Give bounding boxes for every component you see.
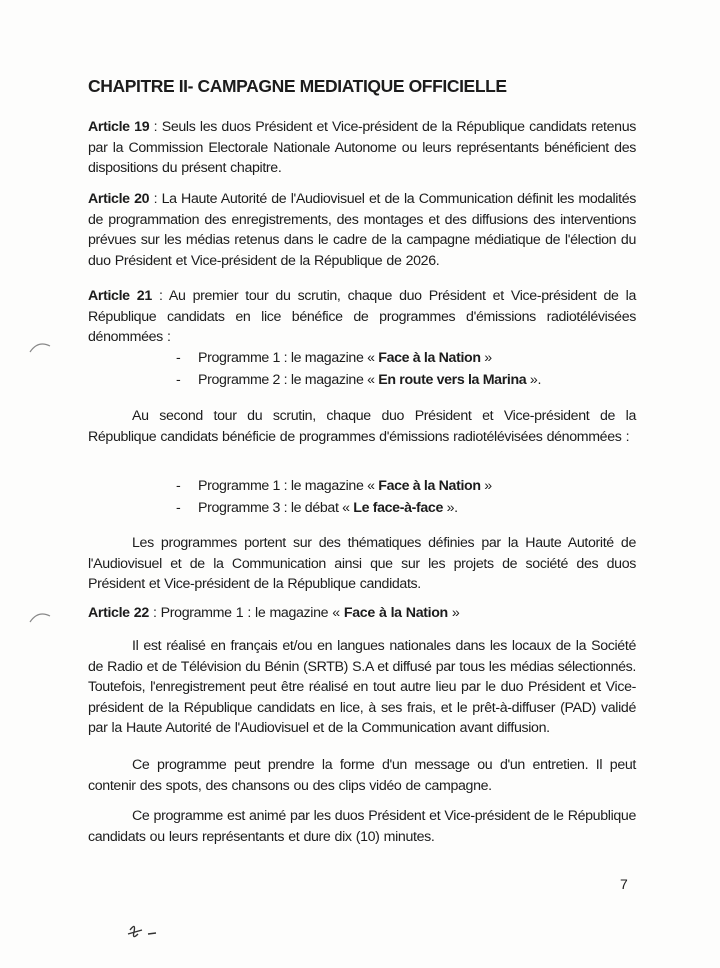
article-text: : La Haute Autorité de l'Audiovisuel et de la Communication définit les modalités de programmation des enregistrements, des montages et des diffusions des interventions prévues sur les médias retenus dans le cadre de la campagne médiatique de l'élection du duo Président et Vice-président de la République de 2026.: [88, 191, 636, 269]
article-22-heading: [88, 603, 636, 624]
bullet-text: ».: [526, 372, 542, 388]
punch-hole-mark: [28, 340, 52, 354]
second-tour-paragraph: Au second tour du scrutin, chaque duo Président et Vice-président de la République candidats bénéficie de programmes d'émissions radiotélévisées dénommées :: [88, 408, 636, 445]
article-label: Article 21: [88, 288, 152, 304]
article-label: Article 19: [88, 119, 150, 135]
article-22-paragraph-3: Ce programme est animé par les duos Président et Vice-président de le République candidats ou leurs représentants et dure dix (10) minutes.: [88, 808, 636, 845]
programme-name: En route vers la Marina: [378, 372, 527, 388]
article-22-paragraph-1: Il est réalisé en français et/ou en langues nationales dans les locaux de la Société de Radio et de Télévision du Bénin (SRTB) S.A et diffusé par tous les médias sélectionnés. Toutefois, l'enregistrement peut être réalisé en tout autre lieu par le duo Président et Vice-président de la République candidats en lice, à ses frais, et le prêt-à-diffuser (PAD) validé par la Haute Autorité de l'Audiovisuel et de la Communication avant diffusion.: [88, 638, 636, 736]
bullet-text: »: [480, 350, 492, 366]
article-text: : Au premier tour du scrutin, chaque duo Président et Vice-président de la République candidats en lice bénéfice de programmes d'émissions radiotélévisées dénommées :: [88, 288, 636, 345]
article-label: Article 20: [88, 191, 150, 207]
programme-name: Face à la Nation: [343, 605, 448, 621]
article-19: [88, 117, 636, 179]
article-text: : Seuls les duos Président et Vice-président de la République candidats retenus par la Commission Electorale Nationale Autonome ou leurs représentants bénéficient des dispositions du présent chapitre.: [88, 119, 636, 176]
bullet-text: Programme 1 : le magazine «: [198, 478, 379, 494]
article-text: : Programme 1 : le magazine «: [148, 605, 344, 621]
list-item: - Programme 3 : le débat « Le face-à-face ».: [176, 500, 458, 516]
bullet-text: ».: [443, 500, 458, 516]
bullet-text: Programme 1 : le magazine «: [198, 350, 379, 366]
programme-name: Face à la Nation: [378, 350, 481, 366]
punch-hole-mark: [28, 610, 52, 624]
page-number: 7: [620, 876, 628, 892]
list-item: - Programme 1 : le magazine « Face à la Nation »: [176, 350, 492, 366]
list-item: - Programme 2 : le magazine « En route vers la Marina ».: [176, 372, 542, 388]
programme-name: Face à la Nation: [378, 478, 481, 494]
themes-paragraph: Les programmes portent sur des thématiques définies par la Haute Autorité de l'Audiovisuel et de la Communication ainsi que sur les projets de société des duos Président et Vice-président de la République candidats.: [88, 535, 636, 592]
article-text: »: [447, 605, 460, 621]
programme-name: Le face-à-face: [353, 500, 444, 516]
bullet-text: Programme 3 : le débat «: [198, 500, 354, 516]
bullet-text: Programme 2 : le magazine «: [198, 372, 379, 388]
article-21: [88, 286, 636, 348]
list-item: - Programme 1 : le magazine « Face à la Nation »: [176, 478, 492, 494]
chapter-title: CHAPITRE II- CAMPAGNE MEDIATIQUE OFFICIELLE: [88, 76, 507, 96]
article-label: Article 22: [88, 605, 149, 621]
initials-signature: [124, 920, 164, 944]
article-22-paragraph-2: Ce programme peut prendre la forme d'un message ou d'un entretien. Il peut contenir des spots, des chansons ou des clips vidéo de campagne.: [88, 757, 636, 794]
article-20: [88, 189, 636, 271]
bullet-text: »: [480, 478, 492, 494]
